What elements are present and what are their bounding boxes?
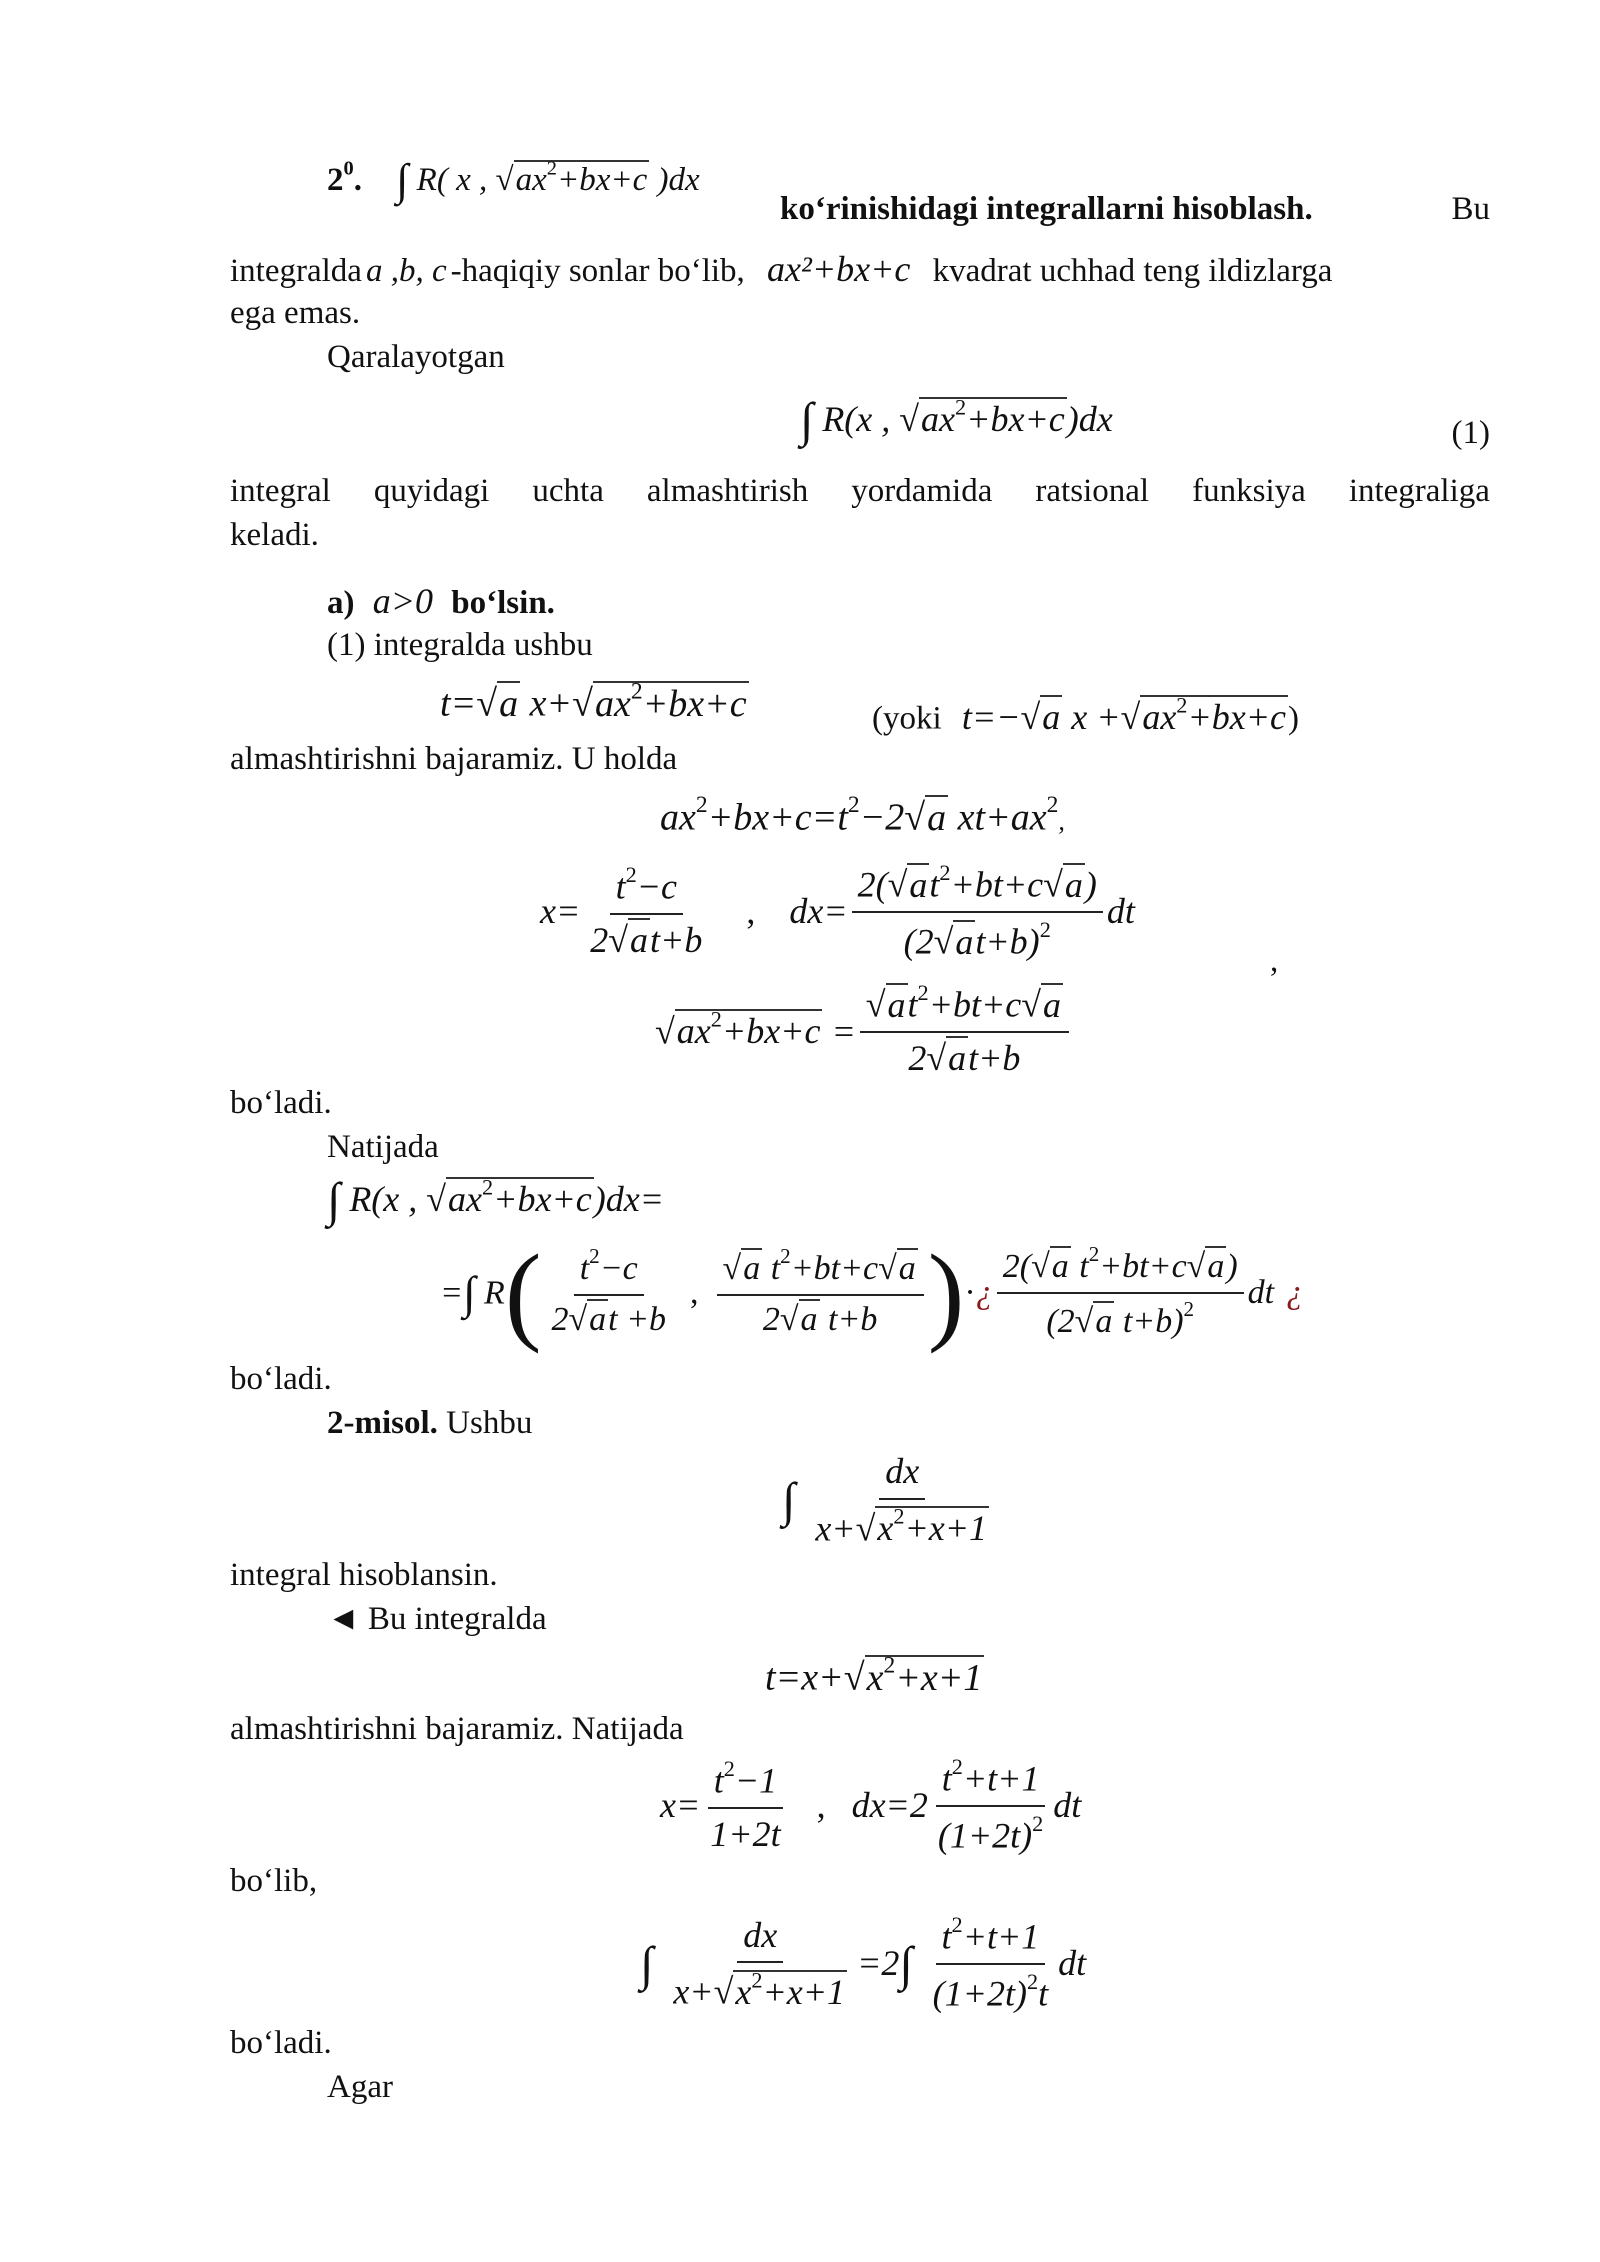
section-title: ko‘rinishidagi integrallarni hisoblash. xyxy=(780,191,1313,227)
quadratic-expression: ax²+bx+c xyxy=(767,249,911,289)
result-integral-right: =∫ R ( $\frac{t^2-c}{2√at +b}$ , $\frac{√a t^2+bt+c√a}{\text{2√a t+b}}$ ) · ¿ $\frac{2(√a t^2+bt+c√a)}{(2√a t+b)^2}$ dt ¿ xyxy=(440,1232,1304,1354)
case-a-condition: a>0 xyxy=(372,581,434,621)
boladi-2: bo‘ladi. xyxy=(230,1361,332,1397)
hisoblansin-text: integral hisoblansin. xyxy=(230,1557,498,1593)
paragraph-2-line-2: keladi. xyxy=(230,517,319,553)
left-triangle-icon: ◄ xyxy=(327,1601,360,1637)
example-x-dx: x= $\frac{t^2-1}{1+2t}$ , dx=2 $\frac{t^2+t+1}{(1+2t)^2}$ dt xyxy=(660,1754,1082,1856)
qaralayotgan-text: Qaralayotgan xyxy=(327,339,505,375)
section-title-tail: Bu xyxy=(1451,191,1490,227)
constants-label: a ,b, c xyxy=(365,253,447,289)
example-2-heading: 2-misol. Ushbu xyxy=(327,1405,533,1441)
almashtirish-text-1: almashtirishni bajaramiz. U holda xyxy=(230,741,678,777)
paragraph-2-line-1: integral quyidagi uchta almashtirish yordamida ratsional funksiya integraliga xyxy=(230,473,1490,509)
agar-text: Agar xyxy=(327,2069,393,2105)
natijada-1: Natijada xyxy=(327,1129,439,1165)
paragraph-1-line-1: integralda a ,b, c -haqiqiy sonlar bo‘lib, ax²+bx+c kvadrat uchhad teng ildizlarga xyxy=(230,249,1333,289)
example-integral: ∫ $\frac{dx}{x+√x^2+x+1}$ xyxy=(782,1448,999,1553)
heading-title-row xyxy=(780,188,1490,232)
derived-x-dx: x= $\frac{t^2-c}{2√at+b}$ , dx= $\frac{2(√at^2+bt+c√a)}{(2√at+b)^2}$ dt xyxy=(540,860,1135,962)
paragraph-1-line-2: ega emas. xyxy=(230,295,361,331)
section-number: $2^0$. xyxy=(327,157,362,198)
bu-integralda-line: ◄ Bu integralda xyxy=(327,1601,547,1637)
boladi-1: bo‘ladi. xyxy=(230,1085,332,1121)
result-integral-left: ∫ R(x , $√ax^2+bx+c)dx=$ xyxy=(327,1173,664,1227)
ushbu-line: (1) integralda ushbu xyxy=(327,627,593,663)
almashtirish-text-2: almashtirishni bajaramiz. Natijada xyxy=(230,1711,684,1747)
example-result: ∫ $\frac{dx}{x+√x^2+x+1}$ =2∫ $\frac{t^2+t+1}{(1+2t)^2t}$ dt xyxy=(640,1912,1087,2014)
comma: , xyxy=(1270,943,1279,979)
bolib-text: bo‘lib, xyxy=(230,1863,318,1899)
derived-equation-square: $ax^2+bx+c=t^2-2√a$ $xt+ax^2$, xyxy=(660,792,1065,839)
euler-substitution: t=√a $x+√ax^2+bx+c$ xyxy=(440,678,747,725)
derived-sqrt: $√ax^2+bx+c$ = $\frac{√at^2+bt+c√a}{2√at+b}$ xyxy=(655,978,1073,1083)
boladi-3: bo‘ladi. xyxy=(230,2025,332,2061)
equation-1: ∫ R(x , $√ax^2+bx+c)dx$ xyxy=(800,393,1113,447)
heading-integral-formula: ∫ R( x , $√ax^2+bx+c$ )dx xyxy=(396,154,700,204)
yoki-alternative: (yoki t=−√a $x +√ax^2+bx+c$) xyxy=(872,692,1299,737)
case-a-heading: a) a>0 bo‘lsin. xyxy=(327,581,555,621)
example-substitution: $t=x+√x^2+x+1$ xyxy=(765,1652,983,1699)
equation-number: (1) xyxy=(1451,415,1490,451)
